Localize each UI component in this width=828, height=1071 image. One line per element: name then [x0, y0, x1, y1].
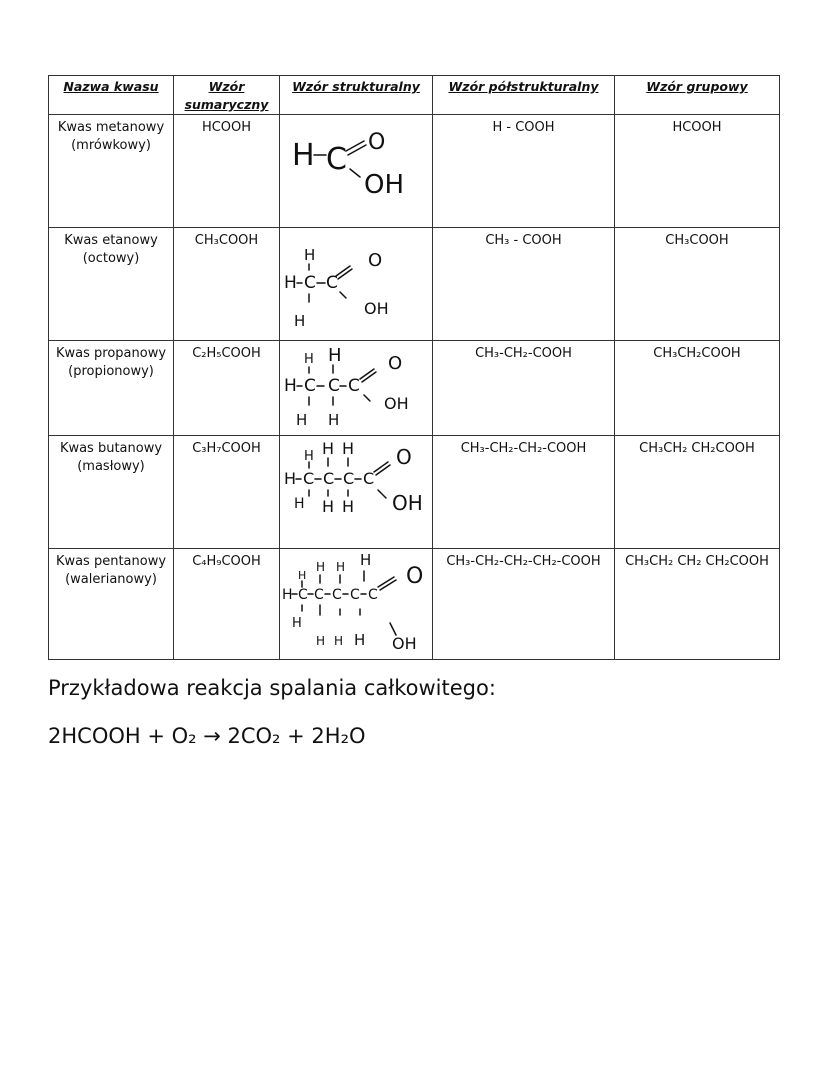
svg-text:H: H [328, 345, 342, 366]
svg-text:OH: OH [364, 170, 405, 200]
svg-text:C: C [326, 273, 338, 293]
svg-text:H: H [284, 376, 297, 396]
svg-text:H: H [298, 569, 307, 582]
svg-text:H: H [292, 138, 315, 173]
structural-formula-methanoic [280, 115, 433, 223]
acid-name: Kwas butanowy [59, 441, 163, 456]
group-formula: HCOOH [615, 115, 780, 228]
structural-formula-cell [280, 341, 433, 436]
group-formula: CH₃CH₂ CH₂ CH₂COOH [615, 549, 780, 660]
svg-text:O: O [388, 353, 403, 374]
header-row [49, 76, 780, 115]
svg-text:C: C [304, 376, 316, 396]
svg-text:C: C [298, 587, 308, 603]
acid-name-cell [49, 115, 174, 228]
header-name: Nazwa kwasu [49, 76, 174, 115]
svg-text:H: H [292, 616, 302, 631]
svg-text:O: O [396, 445, 412, 469]
svg-text:H: H [336, 560, 346, 574]
svg-text:H: H [322, 439, 335, 458]
acid-name: Kwas propanowy [55, 346, 167, 361]
svg-text:C: C [332, 587, 342, 603]
acid-common-name: (octowy) [82, 251, 140, 266]
table-row [49, 115, 780, 228]
semi-structural-formula: CH₃-CH₂-CH₂-CH₂-COOH [433, 549, 615, 660]
svg-text:H: H [334, 634, 344, 648]
table-row [49, 436, 780, 549]
svg-text:H: H [304, 246, 316, 264]
acid-common-name: (walerianowy) [65, 572, 157, 587]
acid-name-cell [49, 436, 174, 549]
svg-text:OH: OH [392, 634, 417, 653]
structural-formula-cell [280, 549, 433, 660]
svg-text:C: C [350, 587, 360, 603]
svg-text:H: H [284, 469, 297, 488]
svg-text:C: C [343, 469, 355, 488]
structural-formula-cell [280, 115, 433, 228]
header-structural: Wzór strukturalny [280, 76, 433, 115]
svg-text:OH: OH [364, 299, 389, 318]
header-group: Wzór grupowy [615, 76, 780, 115]
acid-name-cell [49, 549, 174, 660]
svg-text:H: H [354, 631, 366, 649]
table-row [49, 341, 780, 436]
svg-text:H: H [294, 496, 305, 512]
acid-name: Kwas metanowy [57, 120, 165, 135]
molecular-formula: C₂H₅COOH [174, 341, 280, 436]
svg-text:H: H [304, 449, 314, 464]
group-formula: CH₃COOH [615, 228, 780, 341]
semi-structural-formula: CH₃-CH₂-CH₂-COOH [433, 436, 615, 549]
molecular-formula: HCOOH [174, 115, 280, 228]
structural-formula-cell [280, 228, 433, 341]
acid-common-name: (masłowy) [77, 459, 145, 474]
reaction-heading: Przykładowa reakcja spalania całkowitego: [48, 676, 496, 700]
structural-formula-pentanoic [280, 549, 433, 655]
svg-text:C: C [348, 376, 360, 396]
acid-name: Kwas pentanowy [55, 554, 167, 569]
svg-text:C: C [323, 469, 335, 488]
svg-text:H: H [316, 560, 326, 574]
svg-text:H: H [304, 352, 314, 367]
semi-structural-formula: H - COOH [433, 115, 615, 228]
svg-text:OH: OH [392, 491, 423, 515]
group-formula: CH₃CH₂COOH [615, 341, 780, 436]
svg-text:H: H [282, 587, 293, 603]
table-row [49, 549, 780, 660]
group-formula: CH₃CH₂ CH₂COOH [615, 436, 780, 549]
structural-formula-butanoic [280, 436, 433, 544]
structural-formula-ethanoic [280, 228, 433, 336]
table-row [49, 228, 780, 341]
svg-text:O: O [368, 130, 386, 155]
acid-common-name: (propionowy) [68, 364, 154, 379]
svg-text:C: C [304, 273, 316, 293]
structural-formula-propanoic [280, 341, 433, 431]
svg-text:O: O [368, 250, 383, 271]
svg-text:C: C [368, 587, 378, 603]
semi-structural-formula: CH₃ - COOH [433, 228, 615, 341]
svg-text:H: H [342, 439, 355, 458]
reaction-equation: 2HCOOH + O₂ → 2CO₂ + 2H₂O [48, 724, 366, 748]
semi-structural-formula: CH₃-CH₂-COOH [433, 341, 615, 436]
header-semi-structural: Wzór półstrukturalny [433, 76, 615, 115]
molecular-formula: C₄H₉COOH [174, 549, 280, 660]
svg-text:C: C [363, 469, 375, 488]
svg-text:H: H [342, 497, 355, 516]
svg-text:H: H [316, 634, 326, 648]
molecular-formula: CH₃COOH [174, 228, 280, 341]
svg-text:H: H [322, 497, 335, 516]
svg-text:C: C [314, 587, 324, 603]
svg-text:H: H [296, 411, 308, 429]
acid-common-name: (mrówkowy) [71, 138, 151, 153]
acid-name: Kwas etanowy [64, 233, 158, 248]
svg-text:C: C [303, 469, 315, 488]
svg-text:H: H [284, 273, 297, 293]
svg-text:H: H [328, 411, 340, 429]
svg-text:OH: OH [384, 394, 409, 413]
acid-name-cell [49, 341, 174, 436]
svg-text:O: O [406, 564, 424, 589]
svg-text:C: C [326, 142, 347, 177]
molecular-formula: C₃H₇COOH [174, 436, 280, 549]
structural-formula-cell [280, 436, 433, 549]
acid-name-cell [49, 228, 174, 341]
acids-table [48, 75, 780, 660]
header-molecular: Wzór sumaryczny [174, 76, 280, 115]
svg-text:H: H [360, 551, 372, 569]
svg-text:C: C [328, 376, 340, 396]
svg-text:H: H [294, 312, 306, 330]
